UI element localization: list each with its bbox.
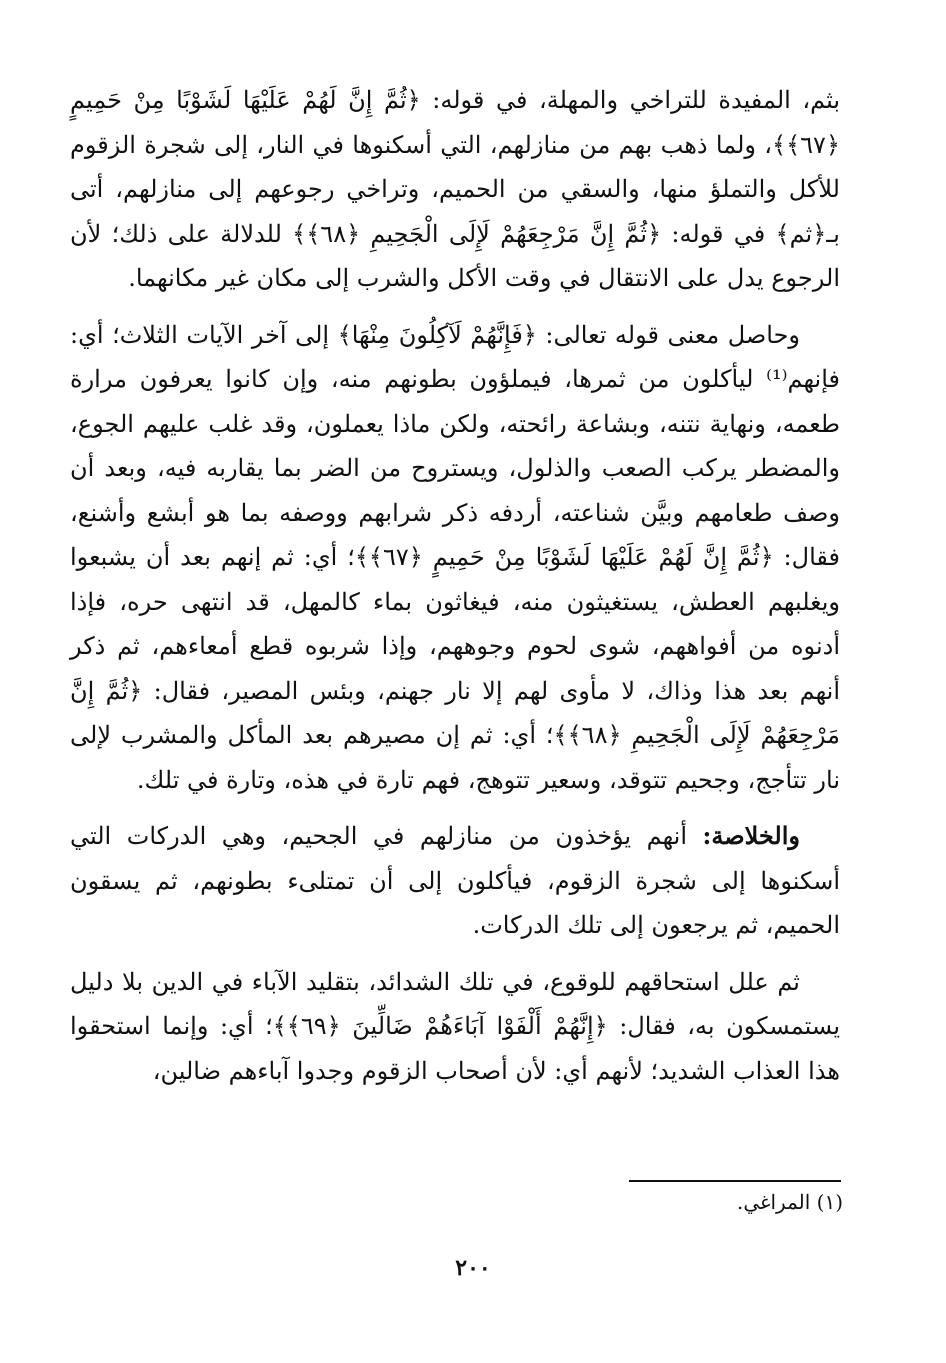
page-number: ٢٠٠ xyxy=(455,1255,491,1281)
paragraph-text: وحاصل معنى قوله تعالى: ﴿فَإِنَّهُمْ لَآكِلُونَ مِنْهَا﴾ إلى آخر الآيات الثلاث؛ أي: فإنهم⁽¹⁾ ليأكلون من ثمرها، فيملؤون بطونهم منه، وإن كانوا يعرفون مرارة طعمه، ونهاية نتنه، وبشاعة رائحته، ولكن ماذا يعملون، وقد غلب عليهم الجوع، والمضطر يركب الصعب والذلول، ويستروح من الضر بما يقاربه فيه، وبعد أن وصف طعامهم وبيَّن شناعته، أردفه ذكر شرابهم ووصفه بما هو أبشع وأشنع، فقال: ﴿ثُمَّ إِنَّ لَهُمْ عَلَيْهَا لَشَوْبًا مِنْ حَمِيمٍ ﴿٦٧﴾﴾؛ أي: ثم إنهم بعد أن يشبعوا ويغلبهم العطش، يستغيثون منه، فيغاثون بماء كالمهل، قد انتهى حره، فإذا أدنوه من أفواههم، شوى لحوم وجوههم، وإذا شربوه قطع أمعاءهم، ثم ذكر أنهم بعد هذا وذاك، لا مأوى لهم إلا نار جهنم، وبئس المصير، فقال: ﴿ثُمَّ إِنَّ مَرْجِعَهُمْ لَإِلَى الْجَحِيمِ ﴿٦٨﴾﴾؛ أي: ثم إن مصيرهم بعد المأكل والمشرب لإلى نار تتأجج، وجحيم تتوقد، وسعير تتوهج، فهم تارة في هذه، وتارة في تلك. xyxy=(70,320,840,794)
footnote-divider xyxy=(629,1180,841,1182)
footnote: (١) المراغي. xyxy=(736,1190,843,1214)
paragraph-text: بثم، المفيدة للتراخي والمهلة، في قوله: ﴿ثُمَّ إِنَّ لَهُمْ عَلَيْهَا لَشَوْبًا مِنْ حَمِيمٍ ﴿٦٧﴾﴾، ولما ذهب بهم من منازلهم، التي أسكنوها في النار، إلى شجرة الزقوم للأكل والتملؤ منها، والسقي من الحميم، وتراخي رجوعهم إلى منازلهم، أتى بـ﴿ثم﴾ في قوله: ﴿ثُمَّ إِنَّ مَرْجِعَهُمْ لَإِلَى الْجَحِيمِ ﴿٦٨﴾﴾ للدلالة على ذلك؛ لأن الرجوع يدل على الانتقال في وقت الأكل والشرب إلى مكان غير مكانهما. xyxy=(70,86,840,292)
paragraph-text: أنهم يؤخذون من منازلهم في الجحيم، وهي الدركات التي أسكنوها إلى شجرة الزقوم، فيأكلون إلى أن تمتلىء بطونهم، ثم يسقون الحميم، ثم يرجعون إلى تلك الدركات. xyxy=(70,822,840,939)
paragraph-text: ثم علل استحاقهم للوقوع، في تلك الشدائد، بتقليد الآباء في الدين بلا دليل يستمسكون به، فقال: ﴿إِنَّهُمْ أَلْفَوْا آبَاءَهُمْ ضَالِّينَ ﴿٦٩﴾﴾؛ أي: وإنما استحقوا هذا العذاب الشديد؛ لأنهم أي: لأن أصحاب الزقوم وجدوا آباءهم ضالين، xyxy=(70,967,841,1085)
paragraph-1 xyxy=(70,78,840,301)
paragraph-3 xyxy=(70,814,840,948)
summary-lead: والخلاصة: xyxy=(702,821,800,850)
page-body xyxy=(70,78,840,1093)
paragraph-2 xyxy=(70,313,840,803)
paragraph-4 xyxy=(70,960,840,1094)
